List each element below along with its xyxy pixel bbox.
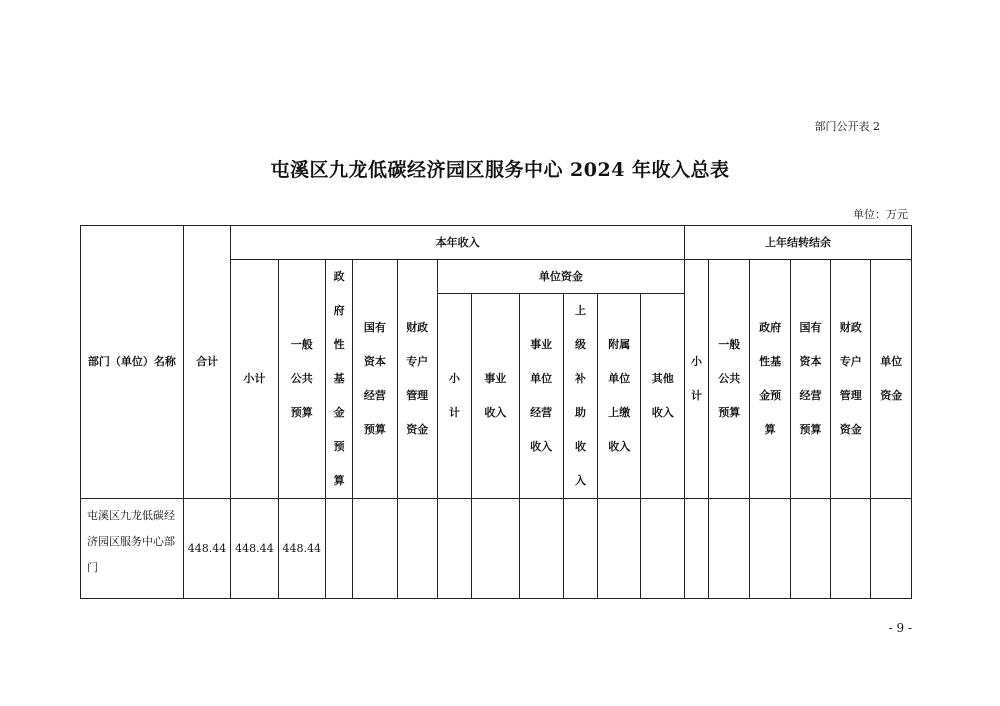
- row-empty-cell: [790, 499, 830, 599]
- header-co-general-budget: 一般公共预算: [709, 260, 750, 499]
- header-affiliated-remit: 附属单位上缴收入: [598, 294, 641, 499]
- income-summary-table: [80, 225, 912, 599]
- header-general-budget: 一般公共预算: [278, 260, 325, 499]
- header-dept: 部门（单位）名称: [81, 226, 184, 499]
- header-co-unit-funds: 单位资金: [871, 260, 912, 499]
- row-empty-cell: [750, 499, 790, 599]
- header-carryover: 上年结转结余: [684, 226, 911, 260]
- header-fiscal-special: 财政专户管理资金: [397, 260, 437, 499]
- header-unit-funds: 单位资金: [437, 260, 684, 294]
- header-operating-income: 事业单位经营收入: [519, 294, 563, 499]
- unit-label: 单位：万元: [853, 208, 908, 221]
- row-empty-cell: [871, 499, 912, 599]
- header-state-capital: 国有资本经营预算: [353, 260, 397, 499]
- table-row: [81, 499, 912, 599]
- header-business-income: 事业收入: [472, 294, 519, 499]
- row-empty-cell: [353, 499, 397, 599]
- row-empty-cell: [397, 499, 437, 599]
- row-subtotal: 448.44: [231, 499, 278, 599]
- header-superior-subsidy: 上级补助收入: [563, 294, 597, 499]
- row-empty-cell: [684, 499, 708, 599]
- page-title: 屯溪区九龙低碳经济园区服务中心 2024 年收入总表: [270, 159, 730, 181]
- header-co-gov-fund: 政府性基金预算: [750, 260, 790, 499]
- row-empty-cell: [563, 499, 597, 599]
- form-number: 部门公开表 2: [814, 120, 880, 133]
- row-general-budget: 448.44: [278, 499, 325, 599]
- row-empty-cell: [709, 499, 750, 599]
- header-gov-fund: 政府性基金预算: [325, 260, 352, 499]
- header-current-year-income: 本年收入: [231, 226, 685, 260]
- page-number: - 9 -: [888, 621, 912, 635]
- row-empty-cell: [325, 499, 352, 599]
- row-empty-cell: [641, 499, 684, 599]
- row-empty-cell: [831, 499, 871, 599]
- row-empty-cell: [472, 499, 519, 599]
- row-empty-cell: [437, 499, 471, 599]
- header-co-subtotal: 小计: [684, 260, 708, 499]
- header-subtotal: 小计: [231, 260, 278, 499]
- income-summary-table-wrapper: [80, 225, 912, 599]
- header-co-state-capital: 国有资本经营预算: [790, 260, 830, 499]
- header-uf-subtotal: 小计: [437, 294, 471, 499]
- header-other-income: 其他收入: [641, 294, 684, 499]
- header-co-fiscal-special: 财政专户管理资金: [831, 260, 871, 499]
- row-total: 448.44: [183, 499, 230, 599]
- row-dept-name: 屯溪区九龙低碳经济园区服务中心部门: [81, 499, 184, 599]
- row-empty-cell: [598, 499, 641, 599]
- row-empty-cell: [519, 499, 563, 599]
- header-total: 合计: [183, 226, 230, 499]
